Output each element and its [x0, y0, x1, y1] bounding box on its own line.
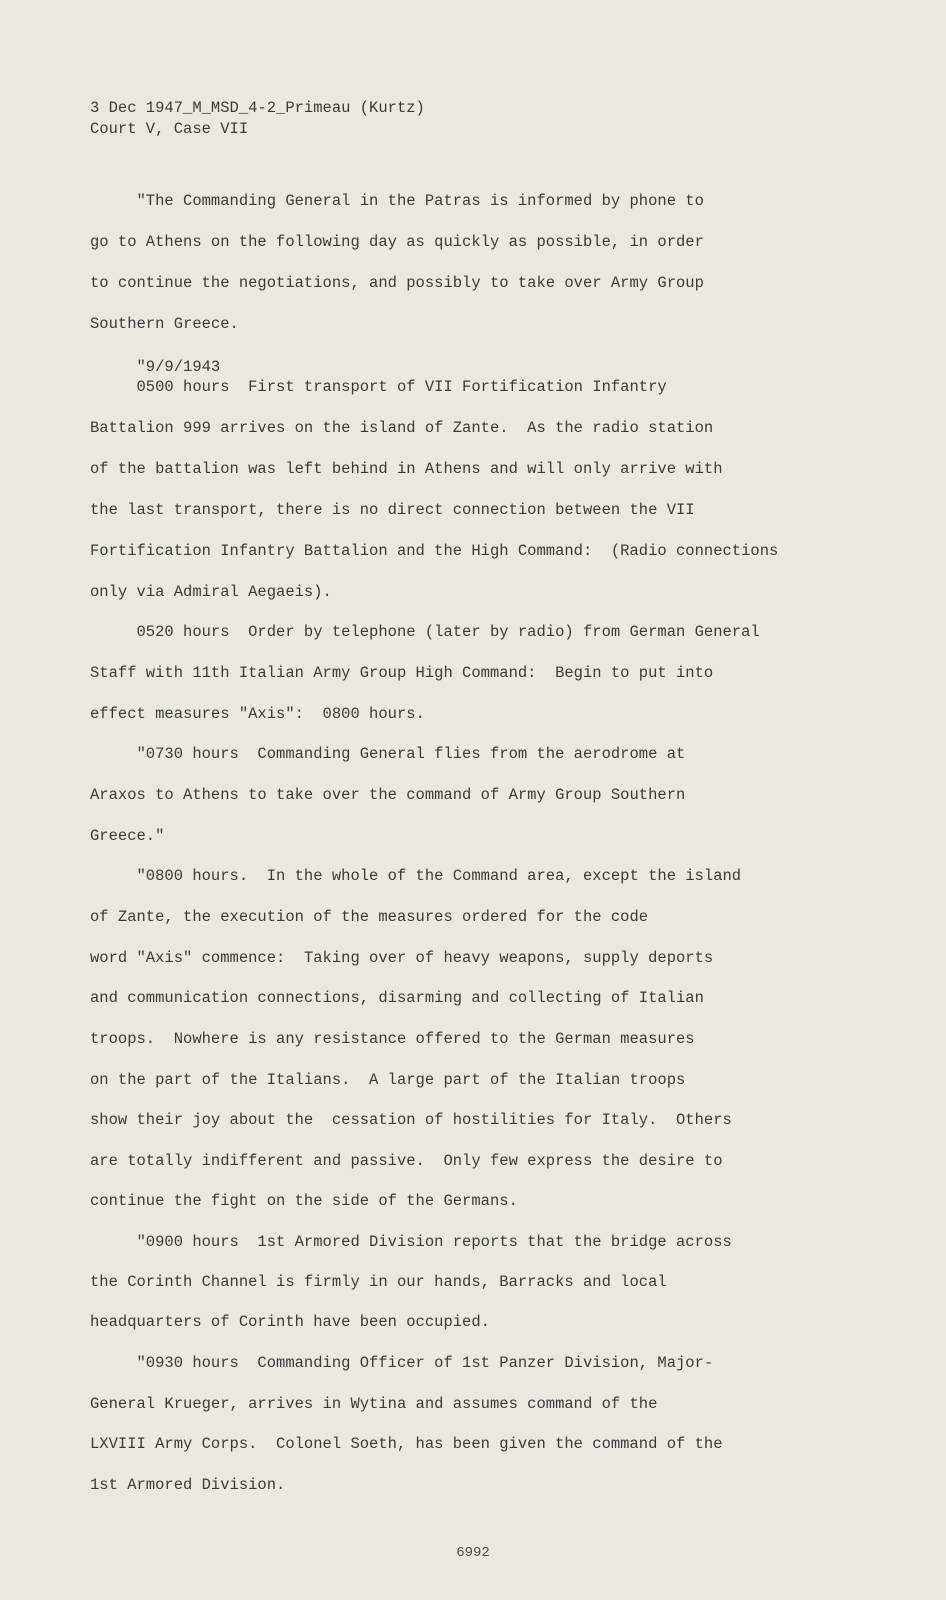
text-line: General Krueger, arrives in Wytina and assumes command of the: [90, 1395, 658, 1413]
text-line: "0930 hours Commanding Officer of 1st Panzer Division, Major-: [90, 1354, 714, 1372]
text-line: only via Admiral Aegaeis).: [90, 583, 332, 601]
text-line: "9/9/1943: [90, 358, 221, 376]
text-line: "0730 hours Commanding General flies from the aerodrome at: [90, 745, 686, 763]
text-line: show their joy about the cessation of hostilities for Italy. Others: [90, 1111, 732, 1129]
text-line: effect measures "Axis": 0800 hours.: [90, 705, 425, 723]
text-line: of Zante, the execution of the measures ordered for the code: [90, 908, 649, 926]
text-line: "The Commanding General in the Patras is informed by phone to: [90, 192, 704, 210]
header-line-2: Court V, Case VII: [90, 120, 249, 138]
text-line: and communication connections, disarming and collecting of Italian: [90, 989, 704, 1007]
text-line: of the battalion was left behind in Athens and will only arrive with: [90, 460, 723, 478]
text-line: continue the fight on the side of the Germans.: [90, 1192, 518, 1210]
text-line: "0900 hours 1st Armored Division reports that the bridge across: [90, 1233, 732, 1251]
text-line: LXVIII Army Corps. Colonel Soeth, has been given the command of the: [90, 1435, 723, 1453]
text-line: 0500 hours First transport of VII Fortification Infantry: [90, 378, 667, 396]
text-line: the last transport, there is no direct connection between the VII: [90, 501, 695, 519]
text-line: "0800 hours. In the whole of the Command area, except the island: [90, 867, 742, 885]
text-line: Araxos to Athens to take over the command of Army Group Southern: [90, 786, 686, 804]
text-line: Staff with 11th Italian Army Group High Command: Begin to put into: [90, 664, 714, 682]
header-line-1: 3 Dec 1947_M_MSD_4-2_Primeau (Kurtz): [90, 99, 425, 117]
text-line: word "Axis" commence: Taking over of heavy weapons, supply deports: [90, 949, 714, 967]
text-line: troops. Nowhere is any resistance offered to the German measures: [90, 1030, 695, 1048]
document-header: [90, 98, 425, 140]
text-line: Battalion 999 arrives on the island of Zante. As the radio station: [90, 419, 714, 437]
text-line: 0520 hours Order by telephone (later by radio) from German General: [90, 623, 760, 641]
text-line: headquarters of Corinth have been occupied.: [90, 1313, 490, 1331]
text-line: on the part of the Italians. A large part of the Italian troops: [90, 1071, 686, 1089]
text-line: 1st Armored Division.: [90, 1476, 286, 1494]
page-number: 6992: [456, 1545, 490, 1561]
text-line: are totally indifferent and passive. Only few express the desire to: [90, 1152, 723, 1170]
text-line: go to Athens on the following day as quickly as possible, in order: [90, 233, 704, 251]
text-line: Southern Greece.: [90, 315, 239, 333]
text-line: Greece.": [90, 827, 165, 845]
text-line: Fortification Infantry Battalion and the High Command: (Radio connections: [90, 542, 779, 560]
text-line: to continue the negotiations, and possibly to take over Army Group: [90, 274, 704, 292]
text-line: the Corinth Channel is firmly in our hands, Barracks and local: [90, 1273, 667, 1291]
